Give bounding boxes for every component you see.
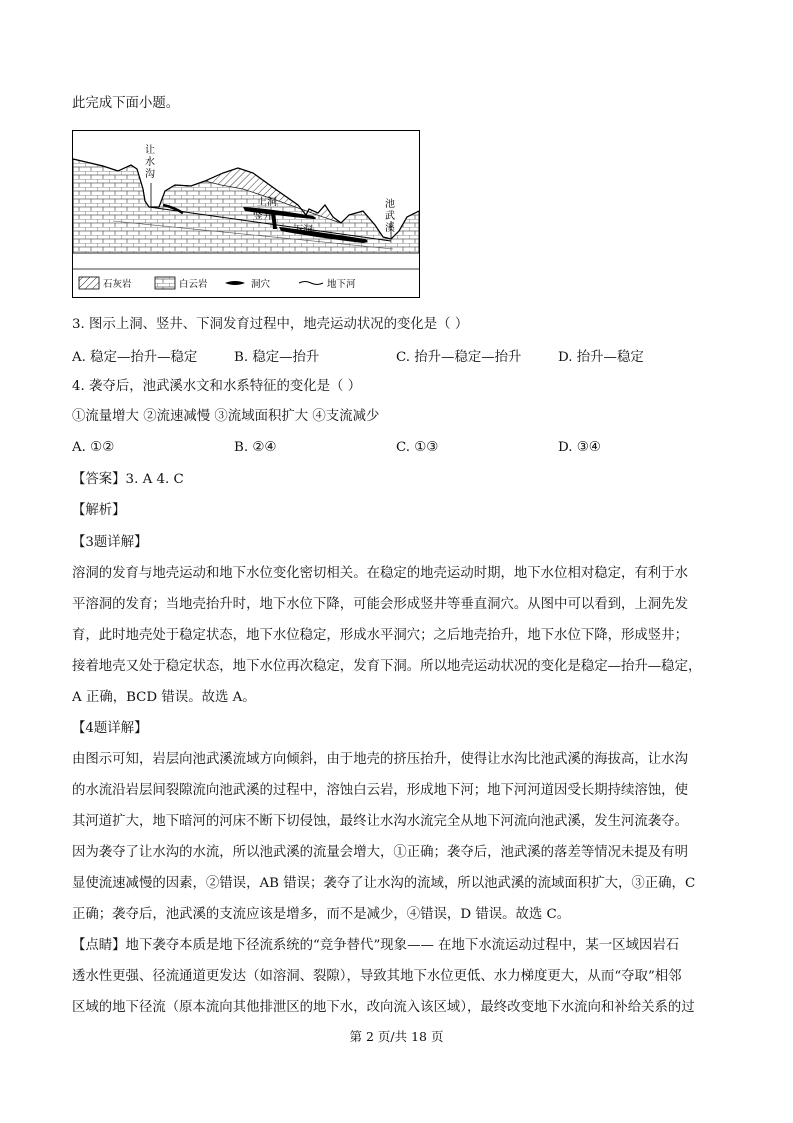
limestone-pattern-icon: [79, 277, 99, 289]
tip-line: 【点睛】地下袭夺本质是地下径流系统的“竞争替代”现象—— 在地下水流运动过程中，某一区域因岩石: [72, 938, 680, 953]
label-upper-cave: 上洞: [257, 197, 277, 208]
legend-limestone: 石灰岩: [103, 279, 132, 290]
q3-detail-line: A 正确，BCD 错误。故选 A。: [72, 690, 256, 705]
legend-cave: 洞穴: [251, 279, 271, 290]
q4-items: ①流量增大 ②流速减慢 ③流域面积扩大 ④支流减少: [72, 409, 380, 424]
q4-detail-line: 显使流速减慢的因素，②错误，AB 错误；袭夺了让水沟的流域，所以池武溪的流域面积扩大，③正确，C: [72, 876, 696, 891]
q4-detail-line: 其河道扩大，地下暗河的河床不断下切侵蚀，最终让水沟水流完全从地下河流向池武溪，发生河流袭夺。: [72, 814, 688, 829]
tip-line: 透水性更强、径流通道更发达（如溶洞、裂隙），导致其地下水位更低、水力梯度更大，从而“夺取”相邻: [72, 969, 682, 984]
q4-detail-line: 正确；袭夺后，池武溪的支流应该是增多，而不是减少，④错误，D 错误。故选 C。: [72, 907, 571, 922]
q3-detail-line: 平溶洞的发育；当地壳抬升时，地下水位下降，可能会形成竖井等垂直洞穴。从图中可以看到，上洞先发: [72, 597, 688, 612]
label-chi-0: 池: [385, 199, 395, 210]
q3-detail-heading: 【3题详解】: [72, 535, 148, 550]
q4-option-c[interactable]: C. ①③: [396, 440, 439, 455]
legend-river: 地下河: [327, 279, 356, 290]
label-chi-1: 武: [385, 211, 395, 222]
dolomite-pattern-icon: [155, 277, 175, 289]
label-chi-2: 溪: [385, 223, 395, 234]
q4-detail-heading: 【4题详解】: [72, 721, 148, 736]
analysis-heading: 【解析】: [72, 503, 126, 518]
q3-stem: 3. 图示上洞、竖井、下洞发育过程中，地壳运动状况的变化是（ ）: [72, 317, 469, 332]
q4-detail-line: 因为袭夺了让水沟的水流，所以池武溪的流量会增大，①正确；袭夺后，池武溪的落差等情况未提及有明: [72, 845, 688, 860]
q4-option-d[interactable]: D. ③④: [558, 440, 601, 455]
q3-detail-line: 溶洞的发育与地壳运动和地下水位变化密切相关。在稳定的地壳运动时期，地下水位相对稳定，有利于水: [72, 566, 688, 581]
q3-option-a[interactable]: A. 稳定—抬升—稳定: [72, 350, 198, 365]
legend: [79, 277, 356, 290]
cross-section-svg: [73, 131, 419, 297]
answer-text: 【答案】3. A 4. C: [72, 472, 184, 487]
q3-detail-line: 接着地壳又处于稳定状态，地下水位再次稳定，发育下洞。所以地壳运动状况的变化是稳定—抬升—稳定，: [72, 659, 702, 674]
q4-option-b[interactable]: B. ②④: [234, 440, 277, 455]
label-lower-cave: 下洞: [293, 225, 313, 236]
q4-option-a[interactable]: A. ①②: [72, 440, 115, 455]
intro-text: 此完成下面小题。: [72, 96, 180, 111]
q3-option-d[interactable]: D. 抬升—稳定: [558, 350, 644, 365]
q4-stem: 4. 袭夺后，池武溪水文和水系特征的变化是（ ）: [72, 379, 362, 394]
q3-option-c[interactable]: C. 抬升—稳定—抬升: [396, 350, 522, 365]
label-rang-2: 沟: [145, 169, 155, 180]
legend-dolomite: 白云岩: [179, 279, 208, 290]
label-rang-1: 水: [145, 157, 155, 168]
karst-cross-section-figure: [72, 130, 420, 298]
q4-detail-line: 由图示可知，岩层向池武溪流域方向倾斜，由于地壳的挤压抬升，使得让水沟比池武溪的海拔高，让水沟: [72, 752, 688, 767]
q3-detail-line: 育，此时地壳处于稳定状态，地下水位稳定，形成水平洞穴；之后地壳抬升，地下水位下降，形成竖井；: [72, 628, 688, 643]
cave-icon: [225, 281, 245, 285]
label-rang-0: 让: [145, 145, 155, 156]
q3-option-b[interactable]: B. 稳定—抬升: [234, 350, 320, 365]
page-footer: 第 2 页/共 18 页: [349, 1029, 444, 1044]
underground-river-icon: [299, 282, 323, 285]
q4-detail-line: 的水流沿岩层间裂隙流向池武溪的过程中，溶蚀白云岩，形成地下河；地下河河道因受长期持续溶蚀，使: [72, 783, 688, 798]
tip-line: 区域的地下径流（原本流向其他排泄区的地下水，改向流入该区域），最终改变地下水流向和补给关系的过: [72, 1000, 695, 1015]
label-shaft: 竖井: [253, 211, 273, 222]
